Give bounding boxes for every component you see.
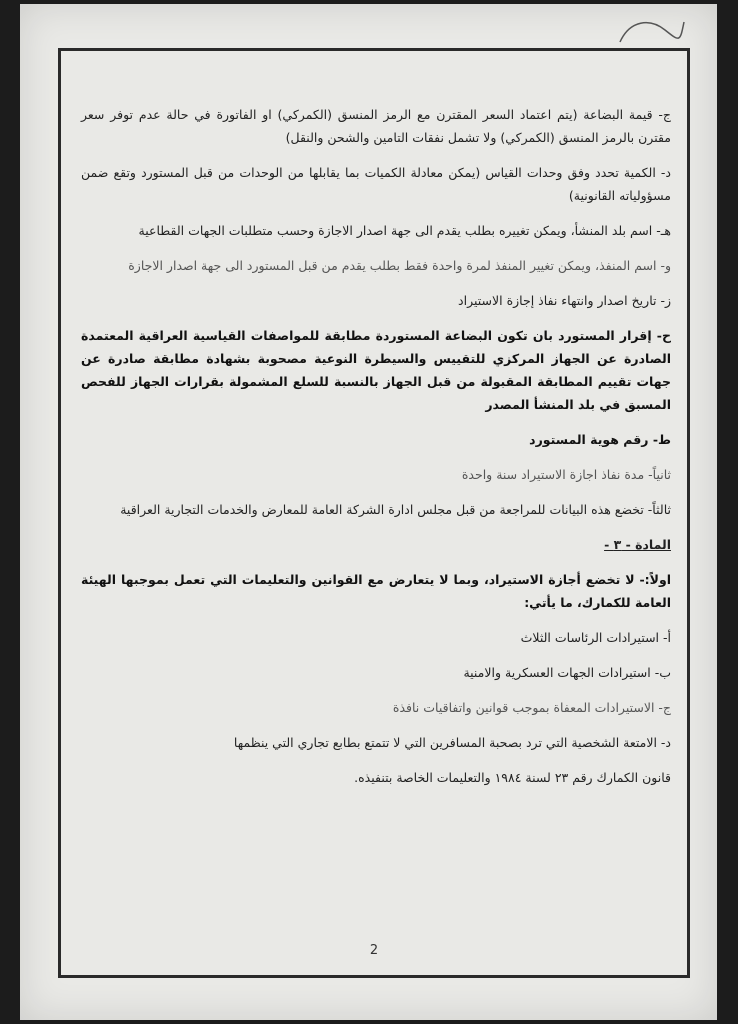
document-body xyxy=(81,103,671,801)
item-e-origin: هـ- اسم بلد المنشأ، ويمكن تغييره بطلب يقدم الى جهة اصدار الاجازة وحسب متطلبات الجهات القطاعية xyxy=(138,223,671,238)
item-t-id: ط- رقم هوية المستورد xyxy=(529,432,671,447)
article-3-first: اولاً:- لا تخضع أجازة الاستيراد، وبما لا يتعارض مع القوانين والتعليمات التي تعمل بموجبها الهيئة العامة للكمارك، ما يأتي: xyxy=(81,572,671,610)
exempt-a: أ- استيرادات الرئاسات الثلاث xyxy=(520,630,671,645)
item-f-port: و- اسم المنفذ، ويمكن تغيير المنفذ لمرة واحدة فقط بطلب يقدم من قبل المستورد الى جهة اصدار الاجازة xyxy=(128,258,671,273)
page-number: 2 xyxy=(369,943,379,958)
document-sheet xyxy=(20,4,717,1020)
page-border xyxy=(58,48,690,978)
third-review: ثالثاً- تخضع هذه البيانات للمراجعة من قبل مجلس ادارة الشركة العامة للمعارض والخدمات التجارية العراقية xyxy=(120,502,671,517)
exempt-c: ج- الاستيرادات المعفاة بموجب قوانين واتفاقيات نافذة xyxy=(392,700,671,715)
customs-law: قانون الكمارك رقم ٢٣ لسنة ١٩٨٤ والتعليمات الخاصة بتنفيذه. xyxy=(354,770,671,785)
item-h-conformity: ح- إقرار المستورد بان تكون البضاعة المستوردة مطابقة للمواصفات القياسية العراقية المعتمدة الصادرة عن الجهاز المركزي للتقييس والسيطرة النوعية مصحوبة بشهادة مطابقة صادرة عن جهات تقييم المطابقة المقبولة من قبل الجهاز بالنسبة للسلع المشمولة بقرارات الجهاز للفحص المسبق في بلد المنشأ المصدر xyxy=(81,328,671,412)
exempt-d: د- الامتعة الشخصية التي ترد بصحبة المسافرين التي لا تتمتع بطابع تجاري التي ينظمها xyxy=(233,735,671,750)
item-d-quantity: د- الكمية تحدد وفق وحدات القياس (يمكن معادلة الكميات بما يقابلها من الوحدات من قبل المستورد وتقع ضمن مسؤولياته القانونية) xyxy=(81,165,671,203)
second-validity: ثانياً- مدة نفاذ اجازة الاستيراد سنة واحدة xyxy=(461,467,671,482)
article-3-heading: المادة - ٣ - xyxy=(604,537,671,552)
item-g-dates: ز- تاريخ اصدار وانتهاء نفاذ إجازة الاستيراد xyxy=(458,293,671,308)
item-h-value: ج- قيمة البضاعة (يتم اعتماد السعر المقترن مع الرمز المنسق (الكمركي) او الفاتورة في حالة عدم توفر سعر مقترن بالرمز المنسق (الكمركي) ولا تشمل نفقات التامين والشحن والنقل) xyxy=(81,107,671,145)
exempt-b: ب- استيرادات الجهات العسكرية والامنية xyxy=(463,665,671,680)
handwritten-mark xyxy=(610,12,690,52)
